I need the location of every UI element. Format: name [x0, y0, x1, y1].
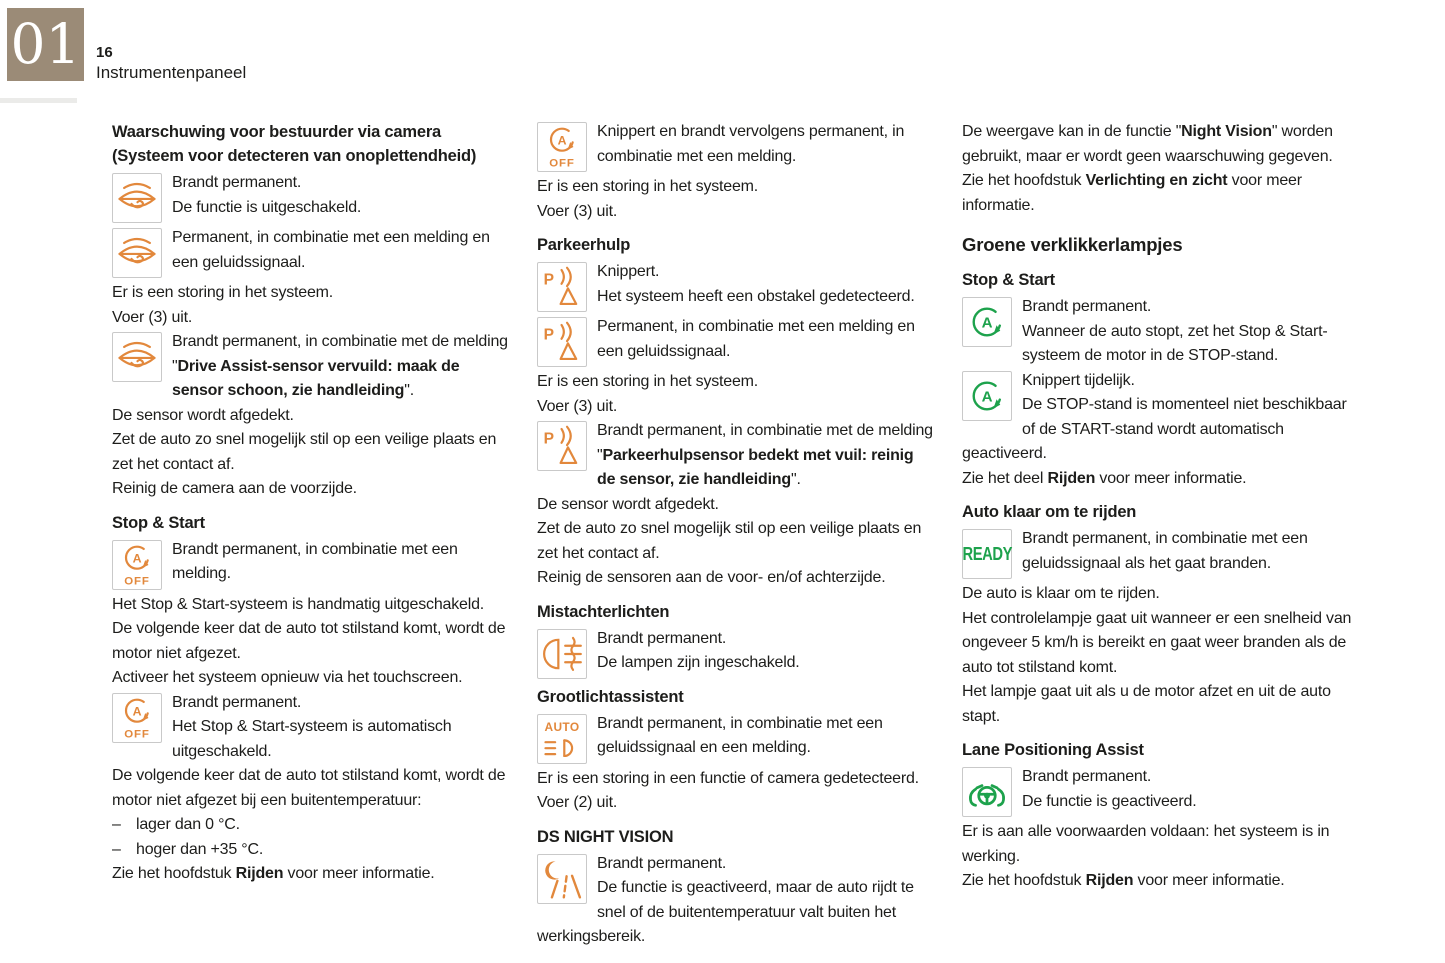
- paragraph: Reinig de camera aan de voorzijde.: [112, 480, 357, 497]
- page-number: 16: [96, 44, 113, 61]
- stop-start-off-icon: [112, 693, 162, 743]
- entry-line: Brandt permanent.: [172, 174, 302, 191]
- entry-line: Brandt permanent.: [172, 693, 302, 711]
- entry-line: Brandt permanent.: [1022, 768, 1152, 785]
- indicator-entry: [537, 627, 935, 676]
- heading-ready-to-drive: Auto klaar om te rijden: [962, 503, 1137, 521]
- paragraph: De volgende keer dat de auto tot stilstand komt, wordt de motor niet afgezet bij een buitentemperatuur:: [112, 767, 506, 809]
- heading-driver-attention-warning: Waarschuwing voor bestuurder via camera (Systeem voor detecteren van onoplettendheid): [112, 123, 477, 165]
- entry-text: Brandt permanent, in combinatie met een geluidssignaal als het gaat branden.: [1022, 530, 1308, 572]
- entry-text: Brandt permanent, in combinatie met de melding "Drive Assist-sensor vervuild: maak de sensor schoon, zie handleiding".: [172, 333, 508, 399]
- parking-sensor-icon: [537, 262, 587, 312]
- paragraph: Het Stop & Start-systeem is handmatig uitgeschakeld.: [112, 595, 485, 613]
- paragraph: Voer (2) uit.: [537, 794, 618, 811]
- heading-stop-start: Stop & Start: [112, 513, 205, 532]
- list-text: lager dan 0 °C.: [136, 816, 240, 833]
- paragraph: De sensor wordt afgedekt.: [112, 406, 294, 424]
- paragraph: De auto is klaar om te rijden.: [962, 585, 1160, 602]
- paragraph: Er is een storing in een functie of camera gedetecteerd.: [537, 769, 919, 787]
- indicator-entry: [112, 171, 510, 220]
- indicator-entry: [962, 369, 1360, 467]
- driver-attention-camera-icon: [112, 332, 162, 382]
- heading-ds-night-vision: DS NIGHT VISION: [537, 827, 674, 846]
- rear-fog-light-icon: [537, 629, 587, 679]
- paragraph: Voer (3) uit.: [537, 202, 618, 220]
- indicator-entry: [962, 295, 1360, 369]
- paragraph: De sensor wordt afgedekt.: [537, 495, 719, 513]
- paragraph: Zie het hoofdstuk Rijden voor meer informatie.: [962, 872, 1285, 889]
- paragraph: Zie het deel Rijden voor meer informatie.: [962, 469, 1247, 487]
- indicator-entry: [112, 330, 510, 404]
- indicator-entry: [962, 527, 1360, 576]
- list-dash: –: [112, 816, 121, 833]
- driver-attention-camera-icon: [112, 173, 162, 223]
- entry-line: Het systeem heeft een obstakel gedetecteerd.: [597, 287, 915, 305]
- paragraph: Er is aan alle voorwaarden voldaan: het systeem is in werking.: [962, 823, 1330, 865]
- entry-text: Het Stop & Start-systeem is automatisch uitgeschakeld.: [172, 718, 452, 760]
- lane-positioning-assist-icon: [962, 767, 1012, 817]
- entry-line: Knippert tijdelijk.: [1022, 371, 1135, 389]
- auto-high-beam-icon: [537, 714, 587, 764]
- parking-sensor-icon: [537, 317, 587, 367]
- paragraph: Zie het hoofdstuk Rijden voor meer informatie.: [112, 865, 435, 882]
- chapter-tab: [7, 8, 84, 81]
- entry-text: Permanent, in combinatie met een melding en een geluidssignaal.: [597, 318, 915, 360]
- list-item: [112, 813, 510, 838]
- paragraph: Er is een storing in het systeem.: [112, 284, 334, 301]
- paragraph: De volgende keer dat de auto tot stilstand komt, wordt de motor niet afgezet.: [112, 620, 506, 662]
- entry-line: De functie is uitgeschakeld.: [172, 198, 362, 216]
- page-title: Instrumentenpaneel: [96, 63, 247, 82]
- driver-attention-camera-icon: [112, 228, 162, 278]
- content-columns: [112, 120, 1360, 950]
- night-vision-icon: [537, 854, 587, 904]
- stop-start-off-icon: [112, 540, 162, 590]
- indicator-entry: [537, 315, 935, 364]
- heading-rear-fog-lights: Mistachterlichten: [537, 602, 670, 621]
- indicator-entry: [962, 765, 1360, 814]
- entry-line: De functie is geactiveerd.: [1022, 792, 1197, 810]
- heading-stop-start-green: Stop & Start: [962, 271, 1055, 289]
- indicator-entry: [537, 419, 935, 493]
- entry-text: Wanneer de auto stopt, zet het Stop & Start-systeem de motor in de STOP-stand.: [1022, 322, 1328, 364]
- paragraph: Activeer het systeem opnieuw via het touchscreen.: [112, 669, 463, 686]
- ready-label: READY: [962, 543, 1012, 564]
- stop-start-green-icon: [962, 297, 1012, 347]
- entry-line: Brandt permanent.: [597, 629, 727, 647]
- entry-line: Knippert.: [597, 263, 660, 280]
- entry-text: Brandt permanent, in combinatie met de melding "Parkeerhulpsensor bedekt met vuil: reinig de sensor, zie handleiding".: [597, 422, 933, 488]
- indicator-entry: [537, 852, 935, 950]
- list-text: hoger dan +35 °C.: [136, 840, 264, 858]
- entry-text: De STOP-stand is momenteel niet beschikbaar of de START-stand wordt automatisch geactiveerd.: [962, 396, 1347, 462]
- paragraph: Voer (3) uit.: [112, 308, 193, 326]
- column-2: [537, 120, 935, 950]
- entry-text: Permanent, in combinatie met een melding en een geluidssignaal.: [172, 229, 490, 271]
- paragraph: Voer (3) uit.: [537, 397, 618, 415]
- indicator-entry: [112, 226, 510, 275]
- heading-lane-positioning-assist: Lane Positioning Assist: [962, 741, 1144, 759]
- list-item: [112, 838, 510, 863]
- paragraph: Zet de auto zo snel mogelijk stil op een veilige plaats en zet het contact af.: [112, 431, 497, 473]
- entry-text: Brandt permanent, in combinatie met een geluidssignaal en een melding.: [597, 714, 883, 756]
- paragraph: Zie het hoofdstuk Verlichting en zicht voor meer informatie.: [962, 172, 1302, 214]
- paragraph: Reinig de sensoren aan de voor- en/of achterzijde.: [537, 569, 886, 586]
- paragraph: Er is een storing in het systeem.: [537, 373, 759, 390]
- heading-high-beam-assist: Grootlichtassistent: [537, 687, 684, 706]
- entry-line: De lampen zijn ingeschakeld.: [597, 654, 800, 671]
- indicator-entry: [537, 260, 935, 309]
- indicator-entry: [112, 691, 510, 765]
- indicator-entry: [537, 120, 935, 169]
- paragraph: Zet de auto zo snel mogelijk stil op een veilige plaats en zet het contact af.: [537, 520, 922, 562]
- heading-parking-assist: Parkeerhulp: [537, 236, 631, 254]
- paragraph: Er is een storing in het systeem.: [537, 178, 759, 195]
- stop-start-off-icon: [537, 122, 587, 172]
- paragraph: De weergave kan in de functie "Night Vision" worden gebruikt, maar er wordt geen waarschuwing gegeven.: [962, 123, 1333, 165]
- chapter-number: 01: [10, 12, 81, 76]
- parking-sensor-icon: [537, 421, 587, 471]
- chapter-tab-underline: [0, 98, 77, 103]
- heading-green-indicator-lamps: Groene verklikkerlampjes: [962, 234, 1183, 255]
- column-3: [962, 120, 1360, 950]
- paragraph: Het lampje gaat uit als u de motor afzet en uit de auto stapt.: [962, 683, 1331, 725]
- ready-indicator-icon: [962, 529, 1012, 579]
- column-1: [112, 120, 510, 950]
- list-dash: –: [112, 840, 121, 858]
- entry-text: Brandt permanent, in combinatie met een melding.: [172, 540, 458, 582]
- indicator-entry: [537, 712, 935, 761]
- entry-text: De functie is geactiveerd, maar de auto rijdt te snel of de buitentemperatuur valt buiten het werkingsbereik.: [537, 879, 914, 945]
- paragraph: Het controlelampje gaat uit wanneer er een snelheid van ongeveer 5 km/h is bereikt en gaat weer branden als de auto tot stilstand komt.: [962, 609, 1352, 676]
- entry-text: Knippert en brandt vervolgens permanent, in combinatie met een melding.: [597, 123, 905, 165]
- entry-line: Brandt permanent.: [597, 854, 727, 872]
- indicator-entry: [112, 538, 510, 587]
- stop-start-green-icon: [962, 371, 1012, 421]
- entry-line: Brandt permanent.: [1022, 298, 1152, 315]
